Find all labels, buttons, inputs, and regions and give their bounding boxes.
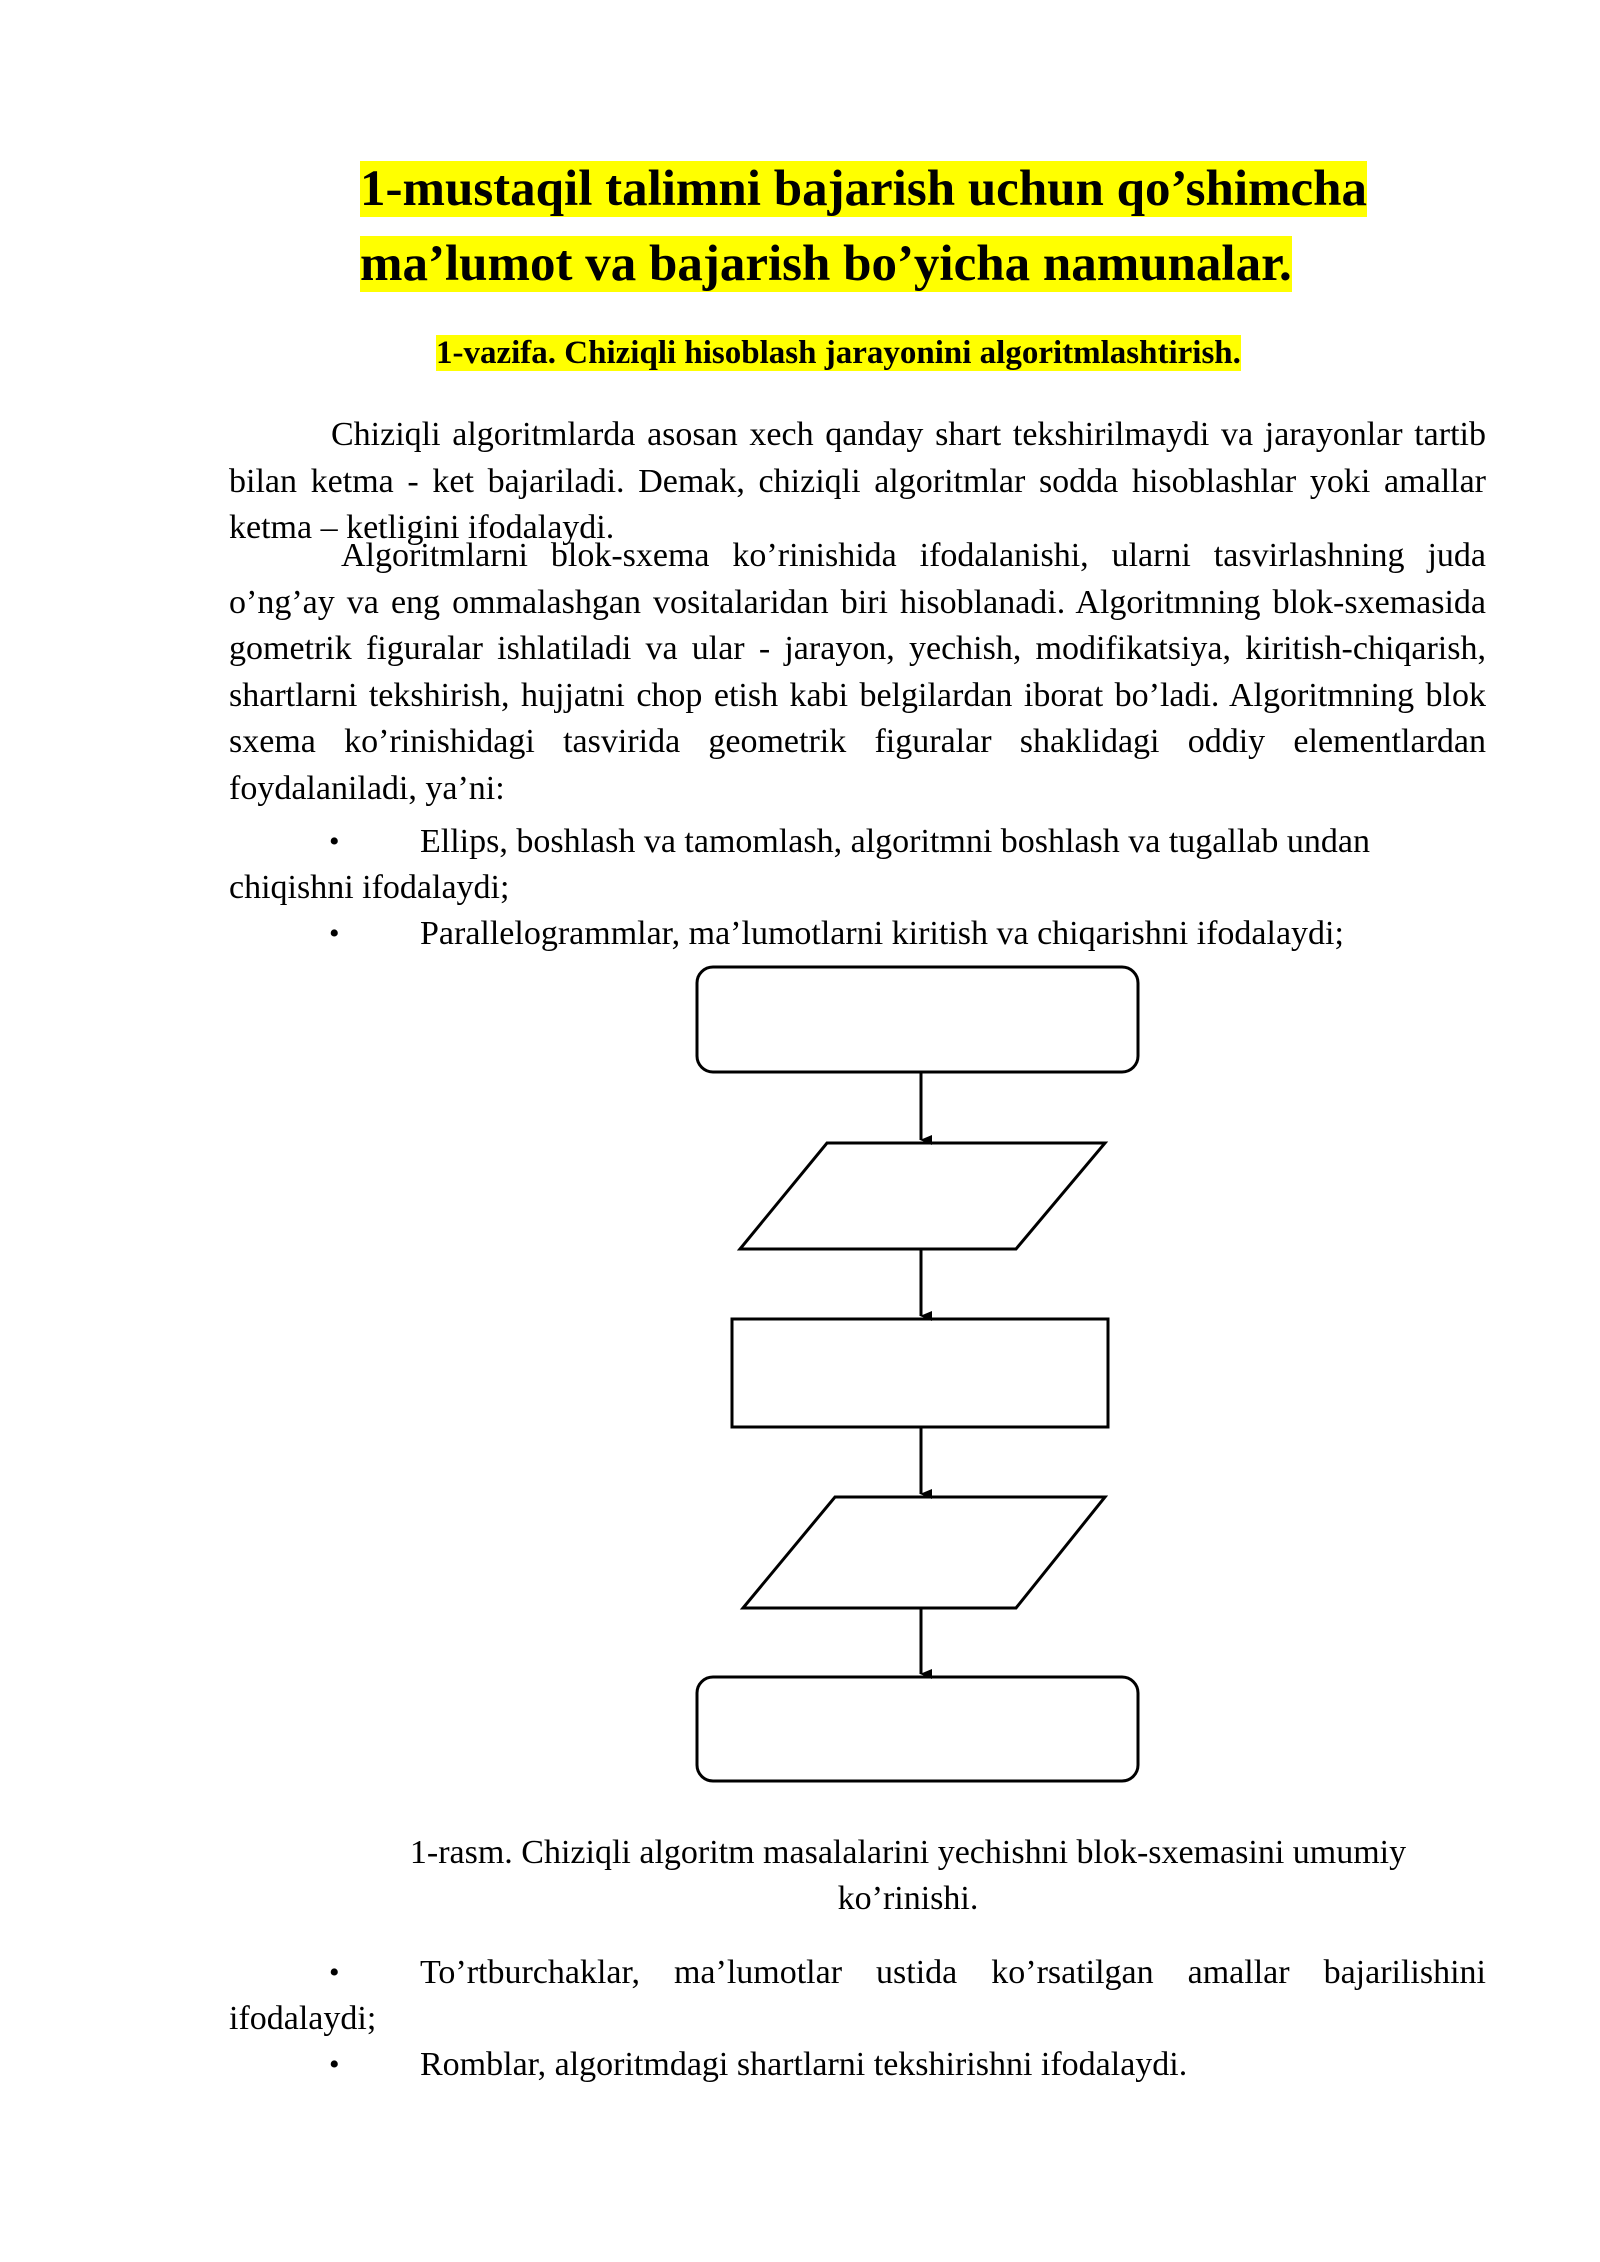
document-title (360, 152, 1490, 302)
paragraph-linear-algorithms: Chiziqli algoritmlarda asosan xech qanday shart tekshirilmaydi va jarayonlar tartib bilan ketma - ket bajariladi. Demak, chiziqli algoritmlar sodda hisoblashlar yoki amallar ketma – ketligini ifodalaydi. (229, 416, 1486, 546)
bullet-icon: • (329, 1956, 340, 1989)
bullet-ellips: Ellips, boshlash va tamomlash, algoritmni boshlash va tugallab undan (420, 823, 1370, 860)
figure-caption-line-1: 1-rasm. Chiziqli algoritm masalalarini yechishni blok-sxemasini umumiy (409, 1834, 1407, 1871)
bullet-icon: • (329, 825, 340, 858)
flowchart-input-parallelogram (740, 1143, 1105, 1249)
flowchart-diagram (680, 960, 1160, 1800)
title-line-2: ma’lumot va bajarish bo’yicha namunalar. (360, 236, 1292, 292)
bullet-icon: • (329, 917, 340, 950)
task-heading (436, 330, 1241, 376)
paragraph-block-schema: Algoritmlarni blok-sxema ko’rinishida ifodalanishi, ularni tasvirlashning juda o’ng’ay va eng ommalashgan vositalaridan biri hisoblanadi. Algoritmning blok-sxemasida gometrik figuralar ishlatiladi va ular - jarayon, yechish, modifikatsiya, kiritish-chiqarish, shartlarni tekshirish, hujjatni chop etish kabi belgilardan iborat bo’ladi. Algoritmning blok sxema ko’rinishidagi tasvirida geometrik figuralar shaklidagi oddiy elementlardan foydalaniladi, ya’ni: (229, 537, 1486, 807)
bullet-rectangles: To’rtburchaklar, ma’lumotlar ustida ko’rsatilgan amallar bajarilishini (420, 1954, 1486, 1991)
title-line-1: 1-mustaqil talimni bajarish uchun qo’shimcha (360, 161, 1367, 217)
bullet-rectangles-continuation: ifodalaydi; (229, 2000, 377, 2037)
task-heading-text: 1-vazifa. Chiziqli hisoblash jarayonini algoritmlashtirish. (436, 335, 1241, 371)
figure-caption-line-2: ko’rinishi. (837, 1880, 979, 1917)
bullet-rhombus: Romblar, algoritmdagi shartlarni tekshirishni ifodalaydi. (420, 2046, 1188, 2083)
bullet-parallelogram: Parallelogrammlar, ma’lumotlarni kiritish va chiqarishni ifodalaydi; (420, 915, 1344, 952)
flowchart-start-terminator (697, 967, 1138, 1072)
flowchart-process-rectangle (732, 1319, 1108, 1427)
bullet-icon: • (329, 2048, 340, 2081)
bullet-ellips-continuation: chiqishni ifodalaydi; (229, 869, 510, 906)
flowchart-end-terminator (697, 1677, 1138, 1781)
flowchart-output-parallelogram (743, 1497, 1105, 1608)
figure-caption (330, 1830, 1486, 1922)
